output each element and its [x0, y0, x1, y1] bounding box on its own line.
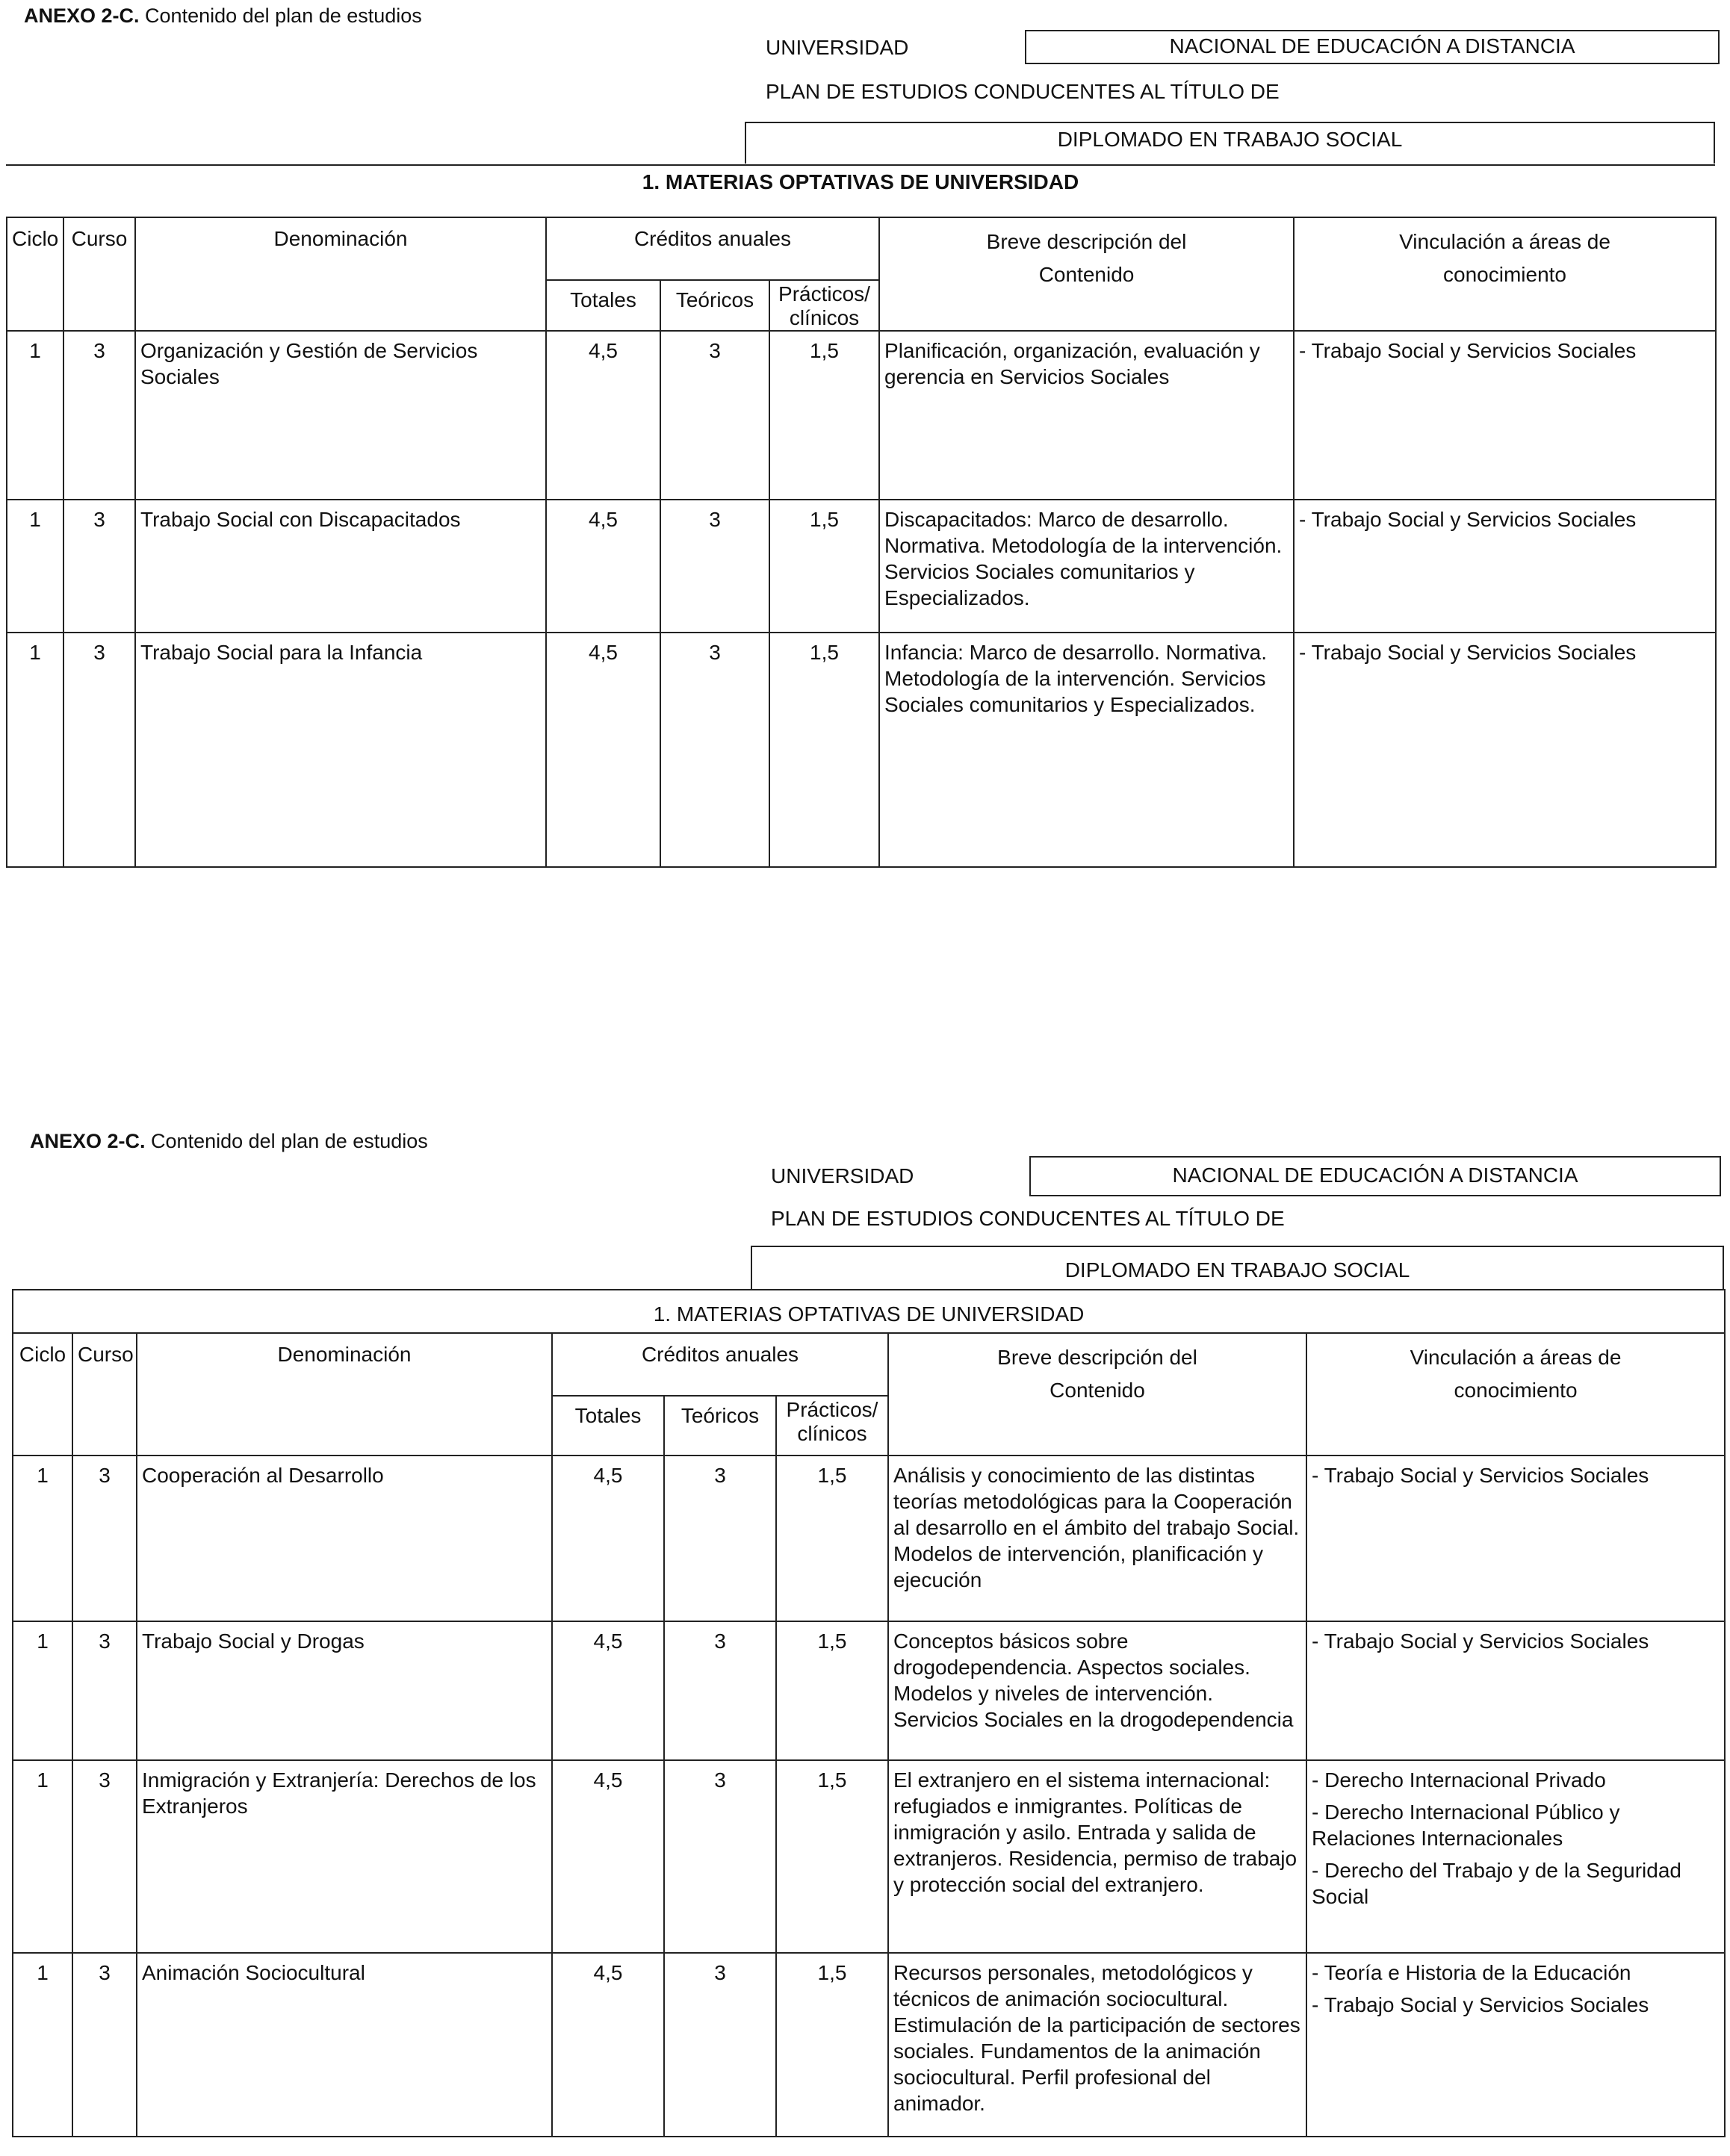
- plan-label: PLAN DE ESTUDIOS CONDUCENTES AL TÍTULO DE: [771, 1207, 1285, 1230]
- area-item: - Teoría e Historia de la Educación: [1312, 1961, 1631, 1984]
- area-item: - Trabajo Social y Servicios Sociales: [1312, 1464, 1649, 1487]
- university-label: UNIVERSIDAD: [766, 36, 909, 59]
- cell-curso: 3: [72, 1760, 137, 1953]
- cell-totales: 4,5: [552, 1621, 664, 1760]
- cell-curso: 3: [63, 500, 135, 633]
- table-row: [7, 331, 1716, 500]
- cell-totales: 4,5: [552, 1760, 664, 1953]
- cell-descripcion: Discapacitados: Marco de desarrollo. Normativa. Metodología de la intervención. Servicios Sociales comunitarios y Especializados.: [879, 500, 1294, 633]
- header-curso: Curso: [63, 217, 135, 331]
- cell-teoricos: 3: [660, 633, 769, 867]
- cell-areas: [1294, 331, 1716, 500]
- area-item: - Derecho del Trabajo y de la Seguridad Social: [1312, 1859, 1681, 1908]
- cell-curso: 3: [72, 1456, 137, 1621]
- area-item: - Trabajo Social y Servicios Sociales: [1312, 1993, 1649, 2016]
- header-creditos: Créditos anuales: [546, 217, 879, 280]
- courses-table: [12, 1289, 1726, 2137]
- cell-practicos: 1,5: [769, 500, 879, 633]
- cell-ciclo: 1: [13, 1621, 72, 1760]
- cell-ciclo: 1: [13, 1456, 72, 1621]
- university-name-box: NACIONAL DE EDUCACIÓN A DISTANCIA: [1029, 1156, 1721, 1196]
- cell-curso: 3: [63, 331, 135, 500]
- cell-teoricos: 3: [660, 331, 769, 500]
- cell-areas: [1294, 633, 1716, 867]
- cell-areas: [1306, 1456, 1725, 1621]
- university-label: UNIVERSIDAD: [771, 1164, 914, 1187]
- cell-denominacion: Trabajo Social con Discapacitados: [135, 500, 546, 633]
- cell-practicos: 1,5: [769, 633, 879, 867]
- header-totales: Totales: [552, 1396, 664, 1456]
- header-practicos: Prácticos/ clínicos: [776, 1396, 888, 1456]
- cell-practicos: 1,5: [776, 1456, 888, 1621]
- area-item: - Trabajo Social y Servicios Sociales: [1299, 339, 1637, 362]
- cell-ciclo: 1: [13, 1760, 72, 1953]
- cell-ciclo: 1: [7, 331, 63, 500]
- cell-descripcion: Conceptos básicos sobre drogodependencia. Aspectos sociales. Modelos y niveles de intervención. Servicios Sociales en la drogodependencia: [888, 1621, 1306, 1760]
- header-ciclo: Ciclo: [7, 217, 63, 331]
- section-title: 1. MATERIAS OPTATIVAS DE UNIVERSIDAD: [13, 1290, 1725, 1333]
- cell-descripcion: Análisis y conocimiento de las distintas teorías metodológicas para la Cooperación al desarrollo en el ámbito del trabajo Social. Modelos de intervención, planificación y ejecución: [888, 1456, 1306, 1621]
- cell-areas: [1306, 1621, 1725, 1760]
- cell-ciclo: 1: [7, 500, 63, 633]
- cell-practicos: 1,5: [776, 1953, 888, 2137]
- degree-box: DIPLOMADO EN TRABAJO SOCIAL: [751, 1246, 1724, 1290]
- cell-curso: 3: [72, 1953, 137, 2137]
- header-vinculacion: Vinculación a áreas de conocimiento: [1294, 217, 1716, 331]
- cell-curso: 3: [63, 633, 135, 867]
- area-item: - Trabajo Social y Servicios Sociales: [1299, 641, 1637, 664]
- cell-totales: 4,5: [546, 331, 660, 500]
- cell-denominacion: Trabajo Social y Drogas: [137, 1621, 552, 1760]
- header-ciclo: Ciclo: [13, 1333, 72, 1456]
- annex-description: Contenido del plan de estudios: [145, 1130, 428, 1152]
- cell-areas: [1294, 500, 1716, 633]
- header-totales: Totales: [546, 280, 660, 331]
- cell-teoricos: 3: [664, 1760, 776, 1953]
- cell-teoricos: 3: [664, 1456, 776, 1621]
- cell-teoricos: 3: [664, 1621, 776, 1760]
- cell-denominacion: Animación Sociocultural: [137, 1953, 552, 2137]
- cell-totales: 4,5: [546, 633, 660, 867]
- cell-totales: 4,5: [552, 1456, 664, 1621]
- area-item: - Derecho Internacional Privado: [1312, 1768, 1606, 1792]
- table-row: [13, 1456, 1725, 1621]
- header-creditos: Créditos anuales: [552, 1333, 888, 1396]
- header-denominacion: Denominación: [135, 217, 546, 331]
- cell-ciclo: 1: [13, 1953, 72, 2137]
- university-name-box: NACIONAL DE EDUCACIÓN A DISTANCIA: [1025, 30, 1720, 64]
- table-row: [13, 1621, 1725, 1760]
- cell-practicos: 1,5: [776, 1621, 888, 1760]
- cell-totales: 4,5: [546, 500, 660, 633]
- header-teoricos: Teóricos: [664, 1396, 776, 1456]
- annex-description: Contenido del plan de estudios: [139, 4, 422, 27]
- annex-page-1: [0, 0, 1730, 881]
- section-title: 1. MATERIAS OPTATIVAS DE UNIVERSIDAD: [642, 170, 1079, 193]
- cell-curso: 3: [72, 1621, 137, 1760]
- cell-teoricos: 3: [664, 1953, 776, 2137]
- degree-box: DIPLOMADO EN TRABAJO SOCIAL: [745, 122, 1715, 164]
- cell-teoricos: 3: [660, 500, 769, 633]
- area-item: - Trabajo Social y Servicios Sociales: [1312, 1630, 1649, 1653]
- cell-totales: 4,5: [552, 1953, 664, 2137]
- cell-practicos: 1,5: [776, 1760, 888, 1953]
- header-practicos: Prácticos/ clínicos: [769, 280, 879, 331]
- cell-descripcion: Infancia: Marco de desarrollo. Normativa. Metodología de la intervención. Servicios Sociales comunitarios y Especializados.: [879, 633, 1294, 867]
- header-curso: Curso: [72, 1333, 137, 1456]
- annex-number: ANEXO 2-C.: [30, 1130, 146, 1152]
- cell-denominacion: Organización y Gestión de Servicios Sociales: [135, 331, 546, 500]
- cell-descripcion: Recursos personales, metodológicos y técnicos de animación sociocultural. Estimulación de la participación de sectores sociales. Fundamentos de la animación sociocultural. Perfil profesional del animador.: [888, 1953, 1306, 2137]
- header-descripcion: Breve descripción del Contenido: [888, 1333, 1306, 1456]
- cell-denominacion: Cooperación al Desarrollo: [137, 1456, 552, 1621]
- plan-label: PLAN DE ESTUDIOS CONDUCENTES AL TÍTULO DE: [766, 80, 1280, 103]
- annex-page-2: [0, 1120, 1730, 2156]
- cell-ciclo: 1: [7, 633, 63, 867]
- cell-descripcion: El extranjero en el sistema internacional: refugiados e inmigrantes. Políticas de inmigración y asilo. Entrada y salida de extranjeros. Residencia, permiso de trabajo y protección social del extranjero.: [888, 1760, 1306, 1953]
- header-denominacion: Denominación: [137, 1333, 552, 1456]
- courses-table: [6, 217, 1717, 868]
- annex-number: ANEXO 2-C.: [24, 4, 140, 27]
- cell-descripcion: Planificación, organización, evaluación y gerencia en Servicios Sociales: [879, 331, 1294, 500]
- table-row: [13, 1760, 1725, 1953]
- table-row: [7, 633, 1716, 867]
- table-row: [13, 1953, 1725, 2137]
- table-row: [7, 500, 1716, 633]
- divider-line: [6, 164, 1715, 166]
- area-item: - Trabajo Social y Servicios Sociales: [1299, 508, 1637, 531]
- annex-heading: [30, 1130, 428, 1153]
- header-teoricos: Teóricos: [660, 280, 769, 331]
- cell-areas: [1306, 1760, 1725, 1953]
- area-item: - Derecho Internacional Público y Relaciones Internacionales: [1312, 1801, 1620, 1850]
- cell-denominacion: Trabajo Social para la Infancia: [135, 633, 546, 867]
- cell-denominacion: Inmigración y Extranjería: Derechos de los Extranjeros: [137, 1760, 552, 1953]
- annex-heading: [24, 4, 422, 28]
- header-vinculacion: Vinculación a áreas de conocimiento: [1306, 1333, 1725, 1456]
- cell-areas: [1306, 1953, 1725, 2137]
- header-descripcion: Breve descripción del Contenido: [879, 217, 1294, 331]
- cell-practicos: 1,5: [769, 331, 879, 500]
